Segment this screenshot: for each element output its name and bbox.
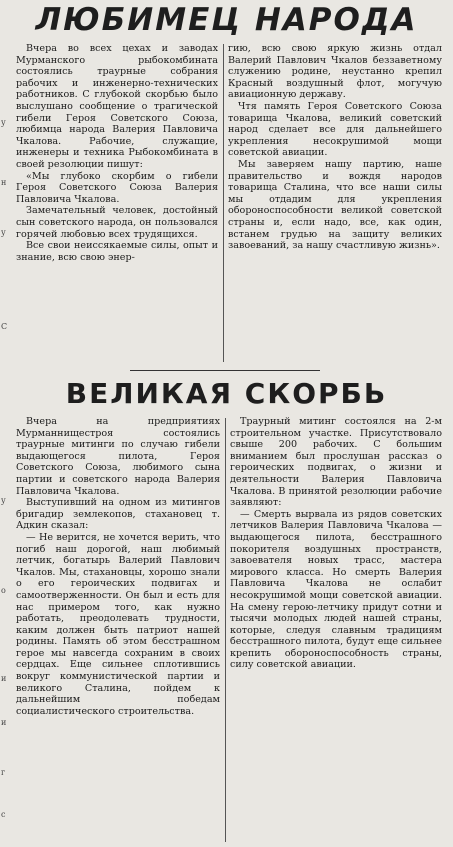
paragraph: «Мы глубоко скорбим о гибели Героя Советского Союза Валерия Павловича Чкалова. [16,170,218,205]
edge-letter: у [1,496,6,505]
paragraph: Траурный митинг состоялся на 2-м строительном участке. Присутствовало свыше 200 рабочих. С большим вниманием был прослушан рассказ о героических подвигах, о жизни и деятельности Валерия Павловича Чкалова. В принятой резолюции рабочие заявляют: [230,416,442,509]
headline-lyubimets-naroda: ЛЮБИМЕЦ НАРОДА [35,2,418,38]
paragraph: Все свои неиссякаемые силы, опыт и знание, всю свою энер- [16,240,218,263]
headline-velikaya-skorb: ВЕЛИКАЯ СКОРБЬ [65,377,388,410]
edge-letter: у [1,118,6,127]
edge-letter: н [1,178,7,187]
paragraph: Мы заверяем нашу партию, наше правительство и вождя народов товарища Сталина, что все наши силы мы отдадим для укрепления обороноспособности великой советской страны и, если надо, все, как один, встанем грудью на защиту великих завоеваний, за нашу счастливую жизнь». [228,158,442,252]
edge-letter: о [1,586,6,595]
edge-letter: с [1,810,6,819]
paragraph: Выступивший на одном из митингов бригадир землекопов, стахановец т. Адкин сказал: [16,497,220,532]
column-divider [223,44,224,362]
paragraph: — Не верится, не хочется верить, что погиб наш дорогой, наш любимый летчик, богатырь Валерий Павлович Чкалов. Мы, стахановцы, хорошо знали о его героических подвигах и самоотверженности. Он был и есть для нас примером того, как нужно работать, преодолевать трудности, каким должен быть патриот нашей родины. Память об этом бесстрашном герое мы навсегда сохраним в своих сердцах. Еще сильнее сплотившись вокруг коммунистической партии и великого Сталина, пойдем к дальнейшим победам социалистического строительства. [16,531,220,717]
column-divider [225,418,226,842]
paragraph: — Смерть вырвала из рядов советских летчиков Валерия Павловича Чкалова — выдающегося пилота, бесстрашного покорителя воздушных пространств, завоевателя новых трасс, мастера мирового класса. Но смерть Валерия Павловича Чкалова не ослабит несокрушимой мощи советской авиации. На смену герою-летчику придут сотни и тысячи молодых людей нашей страны, которые, следуя славным традициям бесстрашного пилота, будут еще сильнее крепить обороноспособность страны, силу советской авиации. [230,508,442,671]
article1-column-2 [228,43,442,363]
paragraph: Вчера во всех цехах и заводах Мурманского рыбокомбината состоялись траурные собрания рабочих и инженерно-технических работников. С глубокой скорбью было выслушано сообщение о трагической гибели Героя Советского Союза, любимца народа Валерия Павловича Чкалова. Рабочие, служащие, инженеры и техника Рыбокомбината в своей резолюции пишут: [16,43,218,170]
paragraph: Замечательный человек, достойный сын советского народа, он пользовался горячей любовью всех трудящихся. [16,205,218,240]
article1-column-1 [16,43,218,363]
article-separator-rule [130,370,320,371]
paragraph: Чтя память Героя Советского Союза товарища Чкалова, великий советский народ сделает все для дальнейшего укрепления несокрушимой мощи советской авиации. [228,100,442,159]
paragraph: Вчера на предприятиях Мурманнищестроя состоялись траурные митинги по случаю гибели выдающегося пилота, Героя Советского Союза, любимого сына партии и советского народа Валерия Павловича Чкалова. [16,416,220,497]
edge-letter: у [1,228,6,237]
article2-column-2 [230,416,442,844]
article2-column-1 [16,416,220,844]
edge-letter: г [1,768,6,777]
edge-letter: С [1,322,8,331]
paragraph: гию, всю свою яркую жизнь отдал Валерий Павлович Чкалов беззаветному служению родине, неустанно крепил Красный воздушный флот, могучую авиационную державу. [228,43,442,101]
edge-letter: и [1,718,7,727]
edge-letter: и [1,674,7,683]
